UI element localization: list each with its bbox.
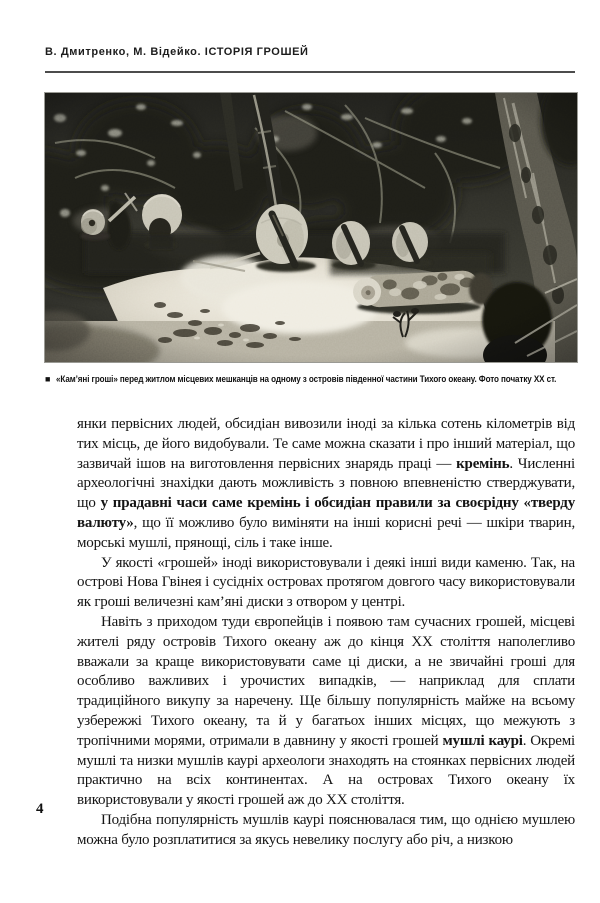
running-head: В. Дмитренко, М. Відейко. ІСТОРІЯ ГРОШЕЙ — [45, 46, 309, 58]
body-paragraph: янки первісних людей, обсидіан вивозили іноді за кілька сотень кілометрів від тих місць, де його видобували. Те саме можна сказати і про інший матеріал, що зазвичай ішов на виготовлення первісних знарядь праці — кремінь. Численні археологічні знахідки дають можливість з повною впевненістю стверджувати, що у прадавні часи саме кремінь і обсидіан правили за своєрідну «тверду валюту», що її можливо було виміняти на інші корисні речі — шкіри тварин, морські мушлі, прянощі, сіль і таке інше. — [77, 416, 575, 551]
photo-caption-row — [45, 371, 585, 387]
caption-square-icon: ■ — [45, 373, 51, 384]
body-paragraph: У якості «грошей» іноді використовували і деякі інші види каменю. Так, на острові Нова Гвінея і сусідніх островах протягом довгого часу використовували як гроші величезні кам’яні диски з отвором у центрі. — [77, 554, 575, 611]
body-paragraph: Подібна популярність мушлів каурі пояснювалася тим, що однією мушлею можна було розплатитися за якусь невелику послугу або річ, а низкою — [77, 811, 575, 848]
stone-money-photo — [45, 93, 577, 362]
page-number: 4 — [36, 801, 44, 817]
body-paragraph: Навіть з приходом туди європейців і появою там сучасних грошей, місцеві жителі ряду островів Тихого океану аж до кінця XX століття наполегливо вважали за краще використовувати саме ці диски, а не звичайні гроші для особливо важливих і урочистих випадків, — наприклад для сплати традиційного викупу за наречену. Ще більшу популярність майже на всьому узбережжі Тихого океану, та й у багатьох інших місцях, що межують з тропічними морями, отримали в давнину у якості грошей мушлі каурі. Окремі мушлі та низки мушлів каурі археологи знаходять на стоянках первісних людей практично на всіх континентах. А на островах Тихого океану їх використовували у якості грошей аж до XX століття. — [77, 613, 575, 809]
body-text — [77, 415, 575, 851]
header-rule — [45, 71, 575, 73]
photo-caption: «Кам’яні гроші» перед житлом місцевих мешканців на одному з островів південної частини Тихого океану. Фото початку XX ст. — [56, 373, 557, 385]
stone-money-photo-art — [45, 93, 577, 362]
